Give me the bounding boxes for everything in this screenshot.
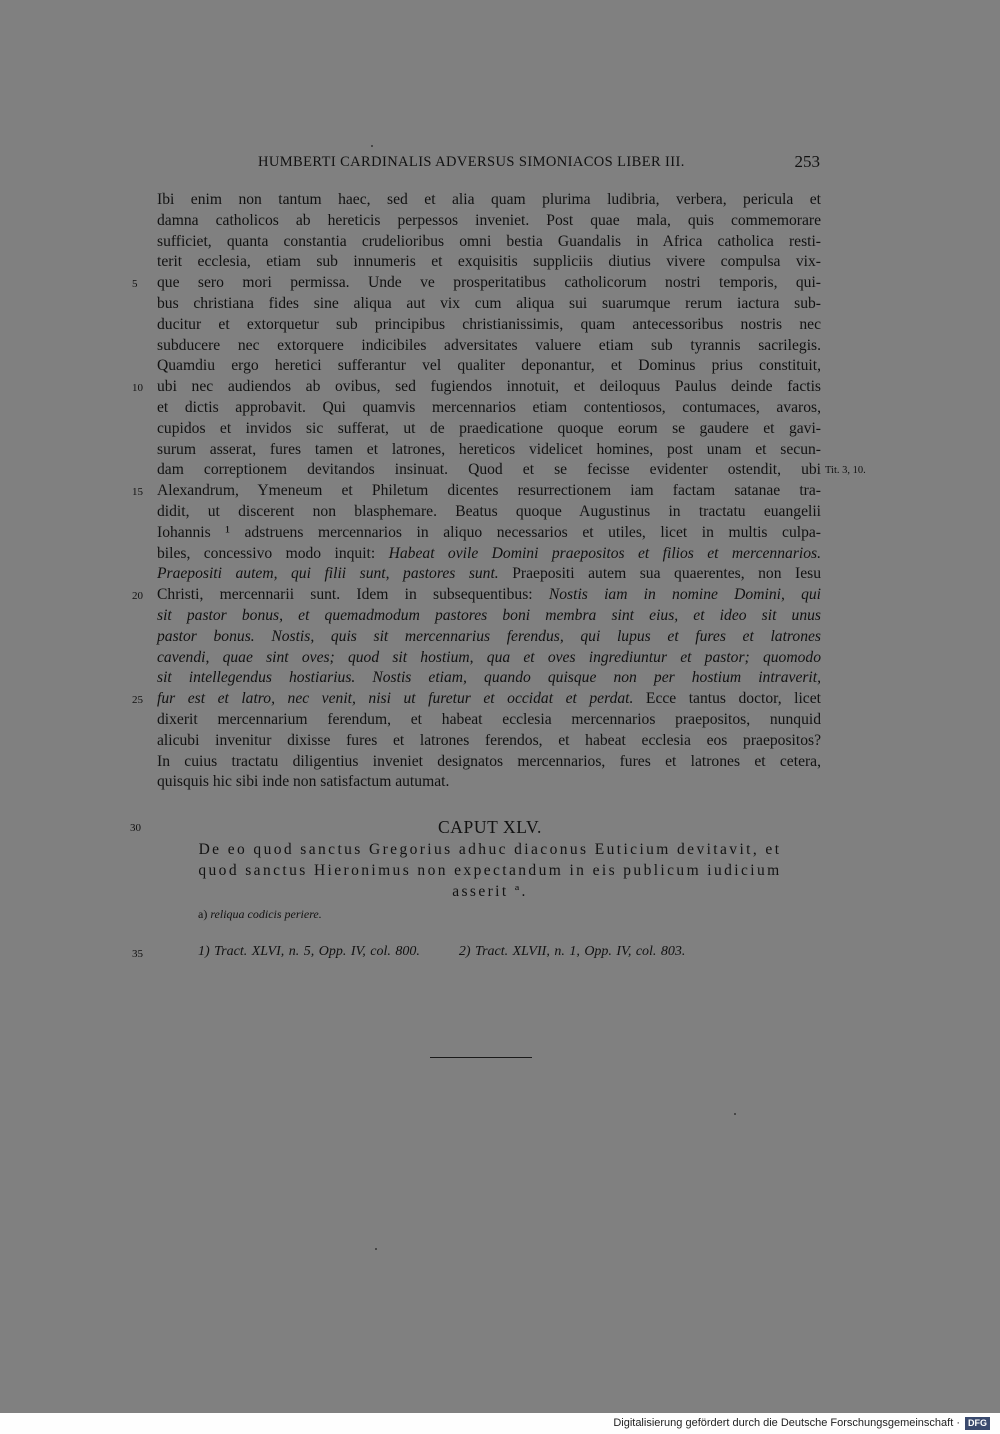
line-text: subducere nec extorquere indicibiles adversitates valuere etiam sub tyrannis sacrilegis.: [157, 336, 821, 354]
line-number: 30: [130, 822, 141, 834]
text-line: [157, 564, 821, 585]
quotation-text: Nostis iam in nomine Domini, qui: [548, 586, 821, 604]
line-text: Iohannis ¹ adstruens mercennarios in aliquo necessarios et utiles, licet in multis culpa-: [157, 523, 821, 541]
line-text: Alexandrum, Ymeneum et Philetum dicentes resurrectionem iam factam satanae tra-: [157, 482, 821, 500]
text-line: [157, 523, 821, 544]
line-text: Christi, mercennarii sunt. Idem in subsequentibus:: [157, 586, 549, 604]
footnote-1: 1) Tract. XLVI, n. 5, Opp. IV, col. 800.: [198, 944, 420, 959]
text-line: [157, 772, 821, 793]
line-text: sufficiet, quanta constantia crudelioribus omni bestia Guandalis in Africa catholica resti-: [157, 232, 821, 250]
speck: [375, 1248, 377, 1250]
line-text: dam correptionem devitandos insinuat. Quod et se fecisse evidenter ostendit, ubi: [157, 461, 821, 479]
line-text: didit, ut discerent non blasphemare. Beatus quoque Augustinus in tractatu euangelii: [157, 502, 821, 520]
text-line: [157, 606, 821, 627]
dfg-logo: DFG: [965, 1417, 990, 1430]
text-line: [157, 460, 866, 481]
line-text: Quamdiu ergo heretici sufferantur vel qualiter deponantur, et Dominus prius constituit,: [157, 357, 821, 375]
text-line: [157, 190, 821, 211]
text-line: [157, 336, 821, 357]
text-line: [132, 689, 821, 710]
text-line: [157, 752, 821, 773]
critical-note: [198, 907, 322, 922]
line-text: bus christiana fides sine aliqua aut vix cum aliqua sui suarumque rerum iactura sub-: [157, 294, 821, 312]
line-text: dixerit mercennarium ferendum, et habeat ecclesia mercennarios praepositos, nunquid: [157, 710, 821, 728]
quotation-text: sit pastor bonus, et quemadmodum pastores boni membra sint eius, et ideo sit unus: [157, 606, 821, 624]
text-line: [157, 627, 821, 648]
line-text: surum asserat, fures tamen et latrones, hereticos videlicet homines, post unam et secun-: [157, 440, 821, 458]
running-title: HUMBERTI CARDINALIS ADVERSUS SIMONIACOS LIBER III.: [258, 154, 685, 170]
text-line: [157, 294, 821, 315]
line-text: Ibi enim non tantum haec, sed et alia quam plurima ludibria, verbera, pericula et: [157, 191, 821, 208]
text-line: [157, 440, 821, 461]
text-line: [157, 648, 821, 669]
line-number: 10: [132, 382, 143, 395]
line-number: 35: [132, 948, 143, 960]
critical-note-label: a): [198, 907, 208, 921]
text-line: [157, 710, 821, 731]
line-text: que sero mori permissa. Unde ve prosperitatibus catholicorum nostri temporis, qui-: [157, 274, 821, 292]
line-text: biles, concessivo modo inquit:: [157, 544, 389, 562]
line-text: In cuius tractatu diligentius inveniet designatos mercennarios, fures et latrones et cetera,: [157, 752, 821, 770]
text-line: [157, 668, 821, 689]
chapter-subtitle-line: asserit ª.: [452, 883, 528, 900]
quotation-text: sit intellegendus hostiarius. Nostis etiam, quando quisque non per hostium intraverit,: [157, 669, 821, 687]
quotation-text: Praepositi autem, qui filii sunt, pastores sunt.: [157, 565, 499, 583]
line-text: quisquis hic sibi inde non satisfactum autumat.: [157, 773, 450, 791]
text-line: [157, 544, 821, 565]
text-line: [132, 273, 821, 294]
quotation-text: Habeat ovile Domini praepositos et filios et mercennarios.: [388, 544, 821, 562]
text-line: [157, 315, 821, 336]
chapter-heading: CAPUT XLV.: [438, 817, 542, 837]
chapter-subtitle-line: quod sanctus Hieronimus non expectandum in eis publicum iudicium: [198, 862, 782, 879]
line-number: 15: [132, 486, 143, 499]
page-number: 253: [794, 152, 820, 171]
line-text: damna catholicos ab hereticis perpessos inveniet. Post quae mala, quis commemorare: [157, 211, 821, 229]
line-number: 20: [132, 590, 143, 603]
body-text: [132, 190, 866, 793]
footnote-2: 2) Tract. XLVII, n. 1, Opp. IV, col. 803.: [458, 944, 686, 959]
text-line: [157, 731, 821, 752]
margin-reference: Tit. 3, 10.: [825, 465, 866, 477]
text-line: [157, 398, 821, 419]
speck: [734, 1113, 736, 1115]
footer-bar: [0, 1413, 1000, 1434]
text-line: [157, 356, 821, 377]
line-number: 5: [132, 278, 138, 291]
text-line: [132, 585, 821, 606]
quotation-text: cavendi, quae sint oves; quod sit hostium, qua et oves ingrediuntur et pastor; quomodo: [157, 648, 821, 666]
line-text: alicubi invenitur dixisse fures et latrones ferendos, et habeat ecclesia eos praepositos?: [157, 731, 821, 749]
text-line: [157, 419, 821, 440]
chapter-subtitle-line: De eo quod sanctus Gregorius adhuc diaconus Euticium devitavit, et: [198, 841, 782, 858]
text-line: [157, 232, 821, 253]
chapter-subtitle: [150, 839, 830, 902]
line-text: et dictis approbavit. Qui quamvis mercennarios etiam contentiosos, contumaces, avaros,: [157, 398, 821, 416]
line-text: Ecce tantus doctor, licet: [633, 690, 821, 708]
quotation-text: pastor bonus. Nostis, quis sit mercennarius ferendus, qui lupus et fures et latrones: [157, 627, 821, 645]
text-line: [157, 252, 821, 273]
funding-credit: Digitalisierung gefördert durch die Deutsche Forschungsgemeinschaft ·: [613, 1417, 960, 1429]
end-rule: [430, 1057, 532, 1058]
text-line: [157, 502, 821, 523]
quotation-text: fur est et latro, nec venit, nisi ut furetur et occidat et perdat.: [157, 690, 634, 708]
line-text: Praepositi autem sua quaerentes, non Iesu: [498, 565, 821, 583]
text-line: [157, 211, 821, 232]
text-line: [132, 481, 821, 502]
line-text: ducitur et extorquetur sub principibus christianissimis, quam antecessoribus nostris nec: [157, 315, 821, 333]
running-header: [258, 152, 820, 174]
line-text: cupidos et invidos sic sufferat, ut de praedicatione quoque eorum se gaudere et gavi-: [157, 419, 821, 437]
speck: [371, 145, 373, 147]
line-text: ubi nec audiendos ab ovibus, sed fugiendos innotuit, et deiloquus Paulus deinde factis: [157, 378, 821, 396]
footnotes: [198, 944, 685, 960]
line-number: 25: [132, 694, 143, 707]
text-line: [132, 377, 821, 398]
chapter: [150, 815, 830, 902]
line-text: terit ecclesia, etiam sub innumeris et exquisitis suppliciis diutius vivere compulsa vix-: [157, 253, 821, 271]
critical-note-text: reliqua codicis periere.: [210, 907, 322, 921]
